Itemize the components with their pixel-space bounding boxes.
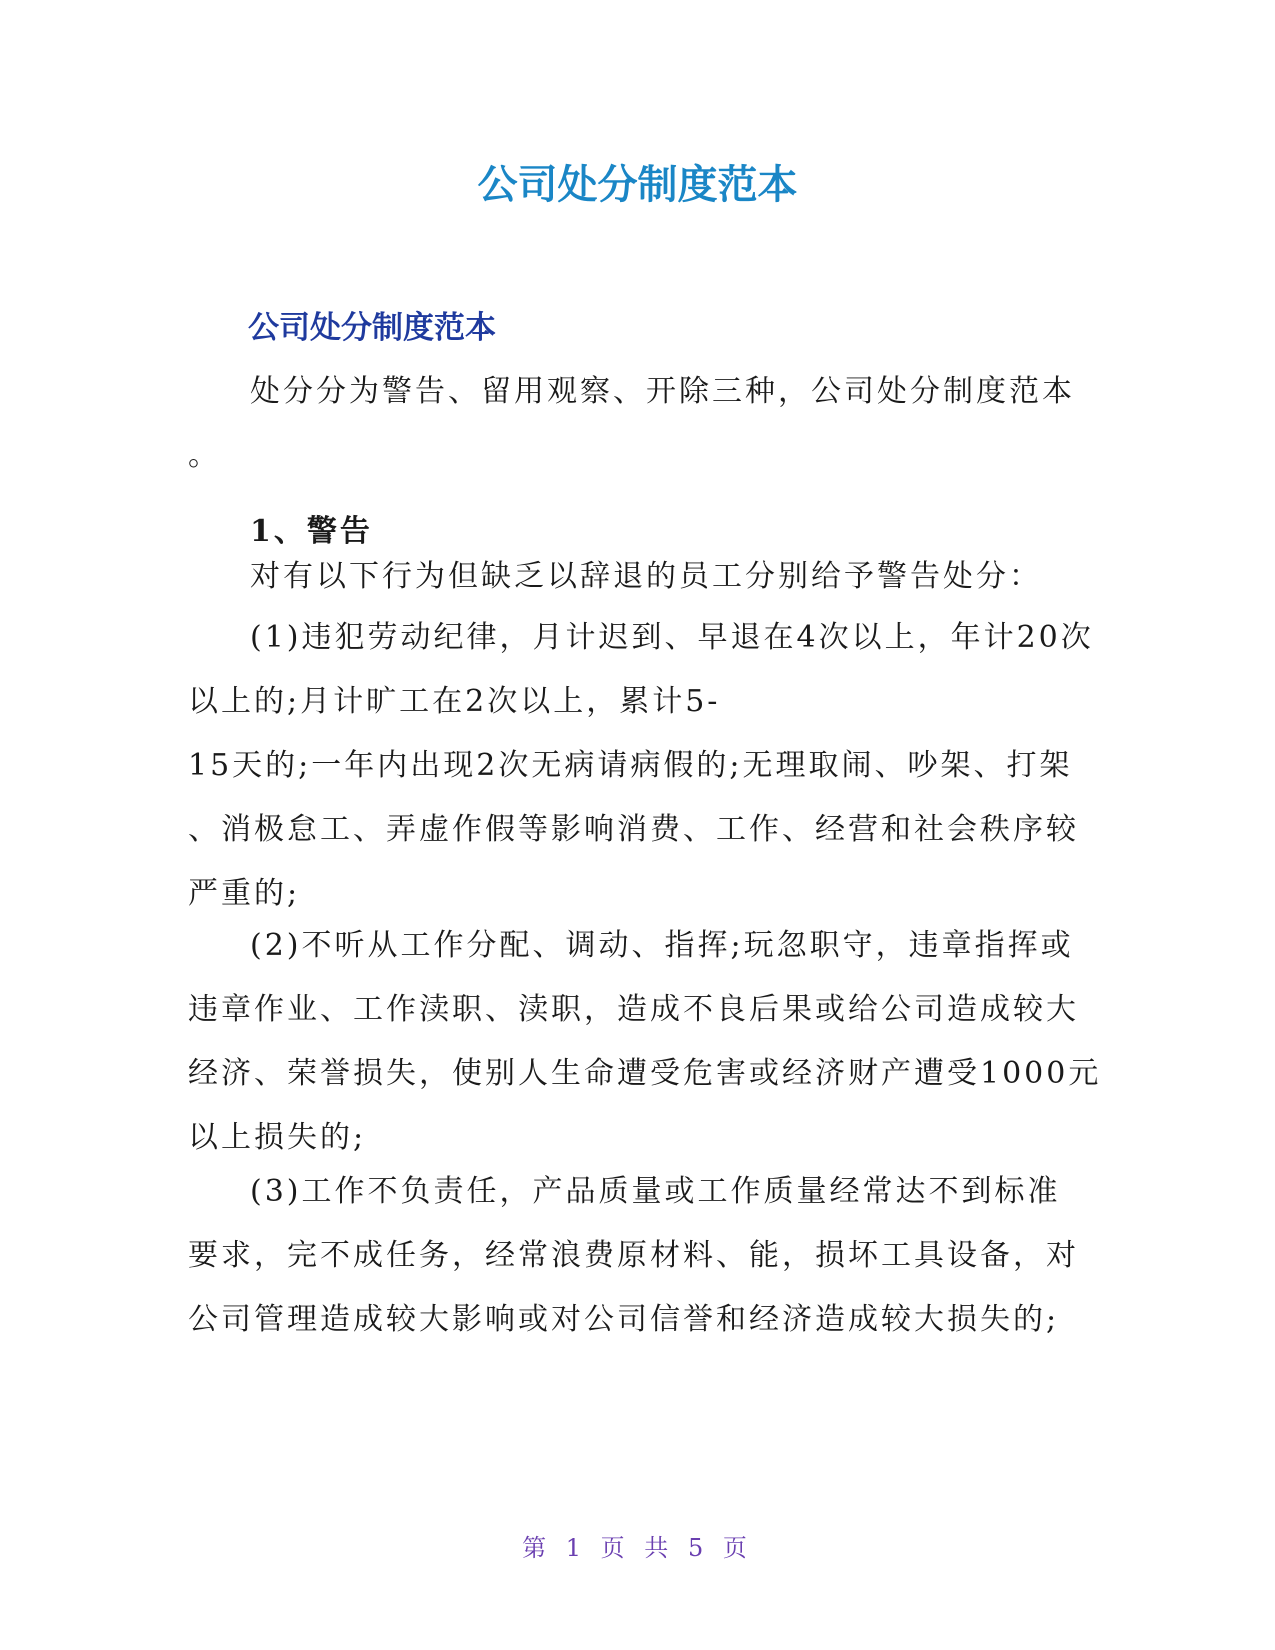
item-2-line: (2)不听从工作分配、调动、指挥;玩忽职守，违章指挥或 — [250, 928, 1074, 963]
section-lead-line: 对有以下行为但缺乏以辞退的员工分别给予警告处分： — [250, 559, 1042, 594]
item-2-line: 经济、荣誉损失，使别人生命遭受危害或经济财产遭受1000元 — [188, 1056, 1102, 1091]
item-2-line: 以上损失的; — [188, 1120, 367, 1155]
item-1-line: 严重的; — [188, 876, 301, 911]
document-heading: 公司处分制度范本 — [248, 310, 496, 346]
intro-line: 。 — [188, 438, 221, 473]
section-heading-warning: 1、警告 — [250, 514, 373, 549]
page-number-footer: 第 1 页 共 5 页 — [522, 1534, 753, 1562]
item-1-line: 15天的;一年内出现2次无病请病假的;无理取闹、吵架、打架 — [188, 748, 1073, 783]
intro-paragraph — [188, 360, 1078, 488]
item-3-paragraph — [188, 1160, 1078, 1352]
item-2-line: 违章作业、工作渎职、渎职，造成不良后果或给公司造成较大 — [188, 992, 1079, 1027]
item-3-line: (3)工作不负责任，产品质量或工作质量经常达不到标准 — [250, 1174, 1061, 1209]
item-3-line: 要求，完不成任务，经常浪费原材料、能，损坏工具设备，对 — [188, 1238, 1079, 1273]
intro-line: 处分分为警告、留用观察、开除三种，公司处分制度范本 — [250, 374, 1075, 409]
item-2-paragraph — [188, 914, 1102, 1170]
item-1-line: (1)违犯劳动纪律，月计迟到、早退在4次以上，年计20次 — [250, 620, 1094, 655]
section-lead-paragraph — [188, 545, 1078, 609]
page-title: 公司处分制度范本 — [477, 162, 798, 208]
item-1-line: 、消极怠工、弄虚作假等影响消费、工作、经营和社会秩序较 — [188, 812, 1079, 847]
item-3-line: 公司管理造成较大影响或对公司信誉和经济造成较大损失的; — [188, 1302, 1060, 1337]
item-1-paragraph — [188, 606, 1094, 926]
item-1-line: 以上的;月计旷工在2次以上，累计5- — [188, 684, 721, 719]
